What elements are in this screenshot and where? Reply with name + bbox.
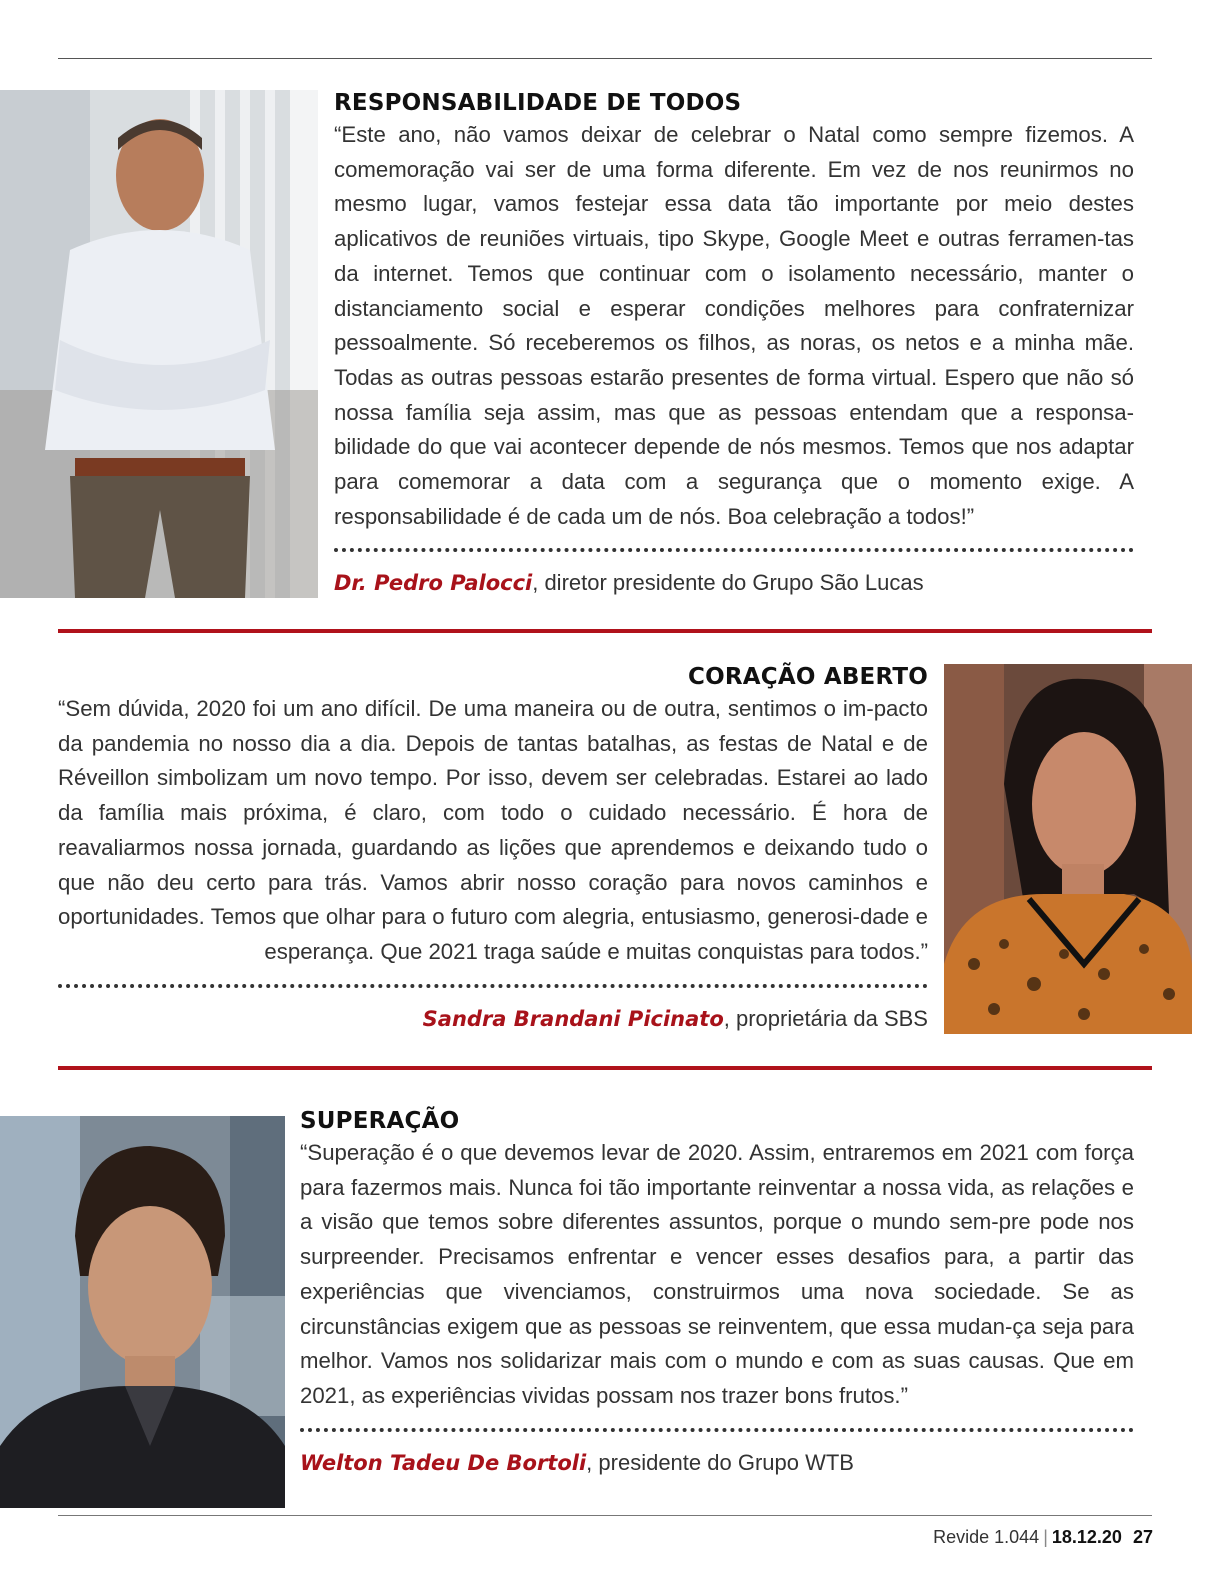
signature-role: , diretor presidente do Grupo São Lucas	[532, 570, 924, 596]
section-responsabilidade	[334, 88, 1134, 598]
signature	[334, 568, 1134, 598]
section-heading: CORAÇÃO ABERTO	[688, 664, 928, 690]
section-quote: “Superação é o que devemos levar de 2020. Assim, entraremos em 2021 com força para fazermos mais. Nunca foi tão importante reinventar a nossa vida, as relações e a visão que temos sobre diferentes assuntos, porque o mundo sem-pre pode nos surpreender. Precisamos enfrentar e vencer esses desafios para, a partir das experiências que vivenciamos, construirmos uma nova sociedade. Se as circunstâncias exigem que as pessoas se reinventem, que essa mudan-ça seja para melhor. Vamos nos solidarizar mais com o mundo e com as suas causas. Que em 2021, as experiências vividas possam nos trazer bons frutos.”	[300, 1140, 1134, 1408]
page-footer	[933, 1525, 1153, 1549]
signature	[58, 1004, 928, 1034]
photo-welton-de-bortoli	[0, 1116, 285, 1508]
signature-name: Sandra Brandani Picinato	[422, 1006, 724, 1031]
footer-page-number: 27	[1132, 1527, 1153, 1547]
photo-sandra-picinato	[944, 664, 1192, 1034]
dotted-divider	[300, 1428, 1134, 1432]
signature-role: , presidente do Grupo WTB	[586, 1449, 854, 1475]
signature-role: , proprietária da SBS	[723, 1005, 928, 1031]
red-divider	[58, 629, 1152, 633]
footer-date: 18.12.20	[1051, 1527, 1122, 1547]
dotted-divider	[58, 984, 928, 988]
footer-magazine: Revide 1.044	[933, 1527, 1040, 1547]
photo-pedro-palocci	[0, 90, 318, 598]
top-rule	[58, 58, 1152, 59]
section-quote: “Sem dúvida, 2020 foi um ano difícil. De uma maneira ou de outra, sentimos o im-pacto da pandemia no nosso dia a dia. Depois de tantas batalhas, as festas de Natal e de Réveillon simbolizam um novo tempo. Por isso, devem ser celebradas. Estarei ao lado da família mais próxima, é claro, com todo o cuidado necessário. É hora de reavaliarmos nossa jornada, guardando as lições que aprendemos e deixando tudo o que não deu certo para trás. Vamos abrir nosso coração para novos caminhos e oportunidades. Temos que olhar para o futuro com alegria, entusiasmo, generosi-dade e esperança. Que 2021 traga saúde e muitas conquistas para todos.”	[58, 696, 928, 964]
section-heading: SUPERAÇÃO	[300, 1108, 460, 1134]
signature-name: Dr. Pedro Palocci	[334, 571, 533, 596]
footer-separator: |	[1043, 1527, 1048, 1547]
section-quote: “Este ano, não vamos deixar de celebrar o Natal como sempre fizemos. A comemoração vai ser de uma forma diferente. Em vez de nos reunirmos no mesmo lugar, vamos festejar essa data tão importante por meio destes aplicativos de reuniões virtuais, tipo Skype, Google Meet e outras ferramen-tas da internet. Temos que continuar com o isolamento necessário, manter o distanciamento social e esperar condições melhores para confraternizar pessoalmente. Só receberemos os filhos, as noras, os netos e a minha mãe. Todas as outras pessoas estarão presentes de forma virtual. Espero que não só nossa família seja assim, mas que as pessoas entendam que a responsa-bilidade do que vai acontecer depende de nós mesmos. Temos que nos adaptar para comemorar a data com a segurança que o momento exige. A responsabilidade é de cada um de nós. Boa celebração a todos!”	[334, 122, 1134, 529]
section-heading: RESPONSABILIDADE DE TODOS	[334, 90, 742, 116]
signature-name: Welton Tadeu De Bortoli	[300, 1450, 587, 1475]
section-coracao-aberto	[58, 662, 928, 1034]
signature	[300, 1448, 1134, 1478]
section-superacao	[300, 1106, 1134, 1478]
red-divider	[58, 1066, 1152, 1070]
bottom-rule	[58, 1515, 1152, 1516]
dotted-divider	[334, 548, 1134, 552]
